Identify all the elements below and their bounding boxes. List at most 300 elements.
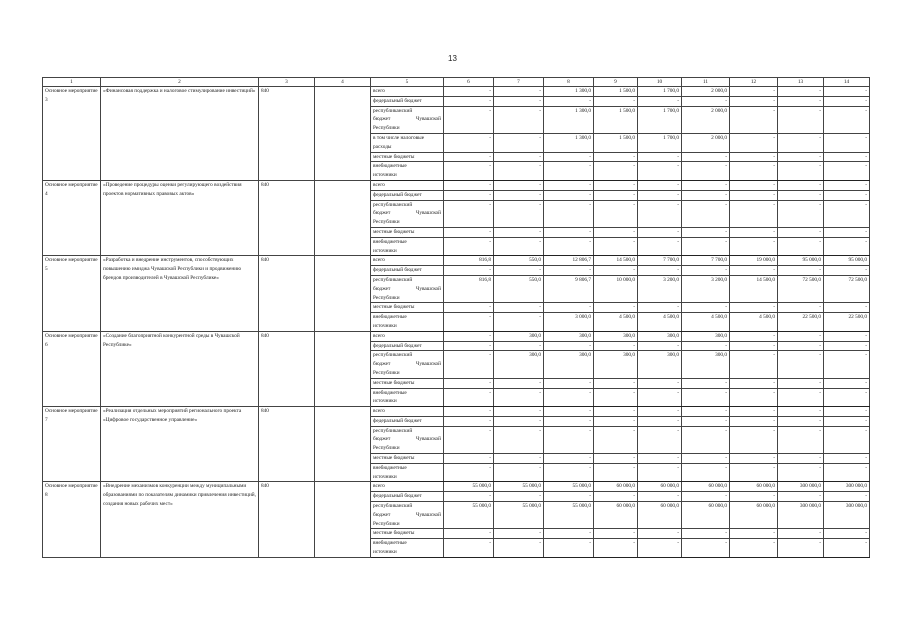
funding-source: [371, 407, 444, 417]
value-cell: -: [730, 190, 778, 200]
value-cell: -: [824, 388, 870, 407]
value-cell: -: [444, 266, 494, 276]
value-cell: -: [824, 162, 870, 181]
value-cell: -: [730, 492, 778, 502]
value-cell: 300,0: [494, 351, 544, 378]
funding-source: [371, 190, 444, 200]
empty-cell: [315, 407, 371, 482]
value-cell: -: [824, 152, 870, 162]
value-cell: 300,0: [682, 331, 730, 341]
value-cell: -: [444, 529, 494, 539]
value-cell: -: [444, 416, 494, 426]
funding-source-line: всего: [373, 408, 385, 415]
value-cell: -: [544, 227, 594, 237]
value-cell: -: [444, 388, 494, 407]
value-cell: 816,8: [444, 275, 494, 302]
value-cell: 300 000,0: [824, 482, 870, 492]
header-cell: 12: [730, 78, 778, 87]
value-cell: 550,0: [494, 275, 544, 302]
funding-source: [371, 454, 444, 464]
value-cell: -: [638, 96, 682, 106]
value-cell: -: [778, 454, 824, 464]
value-cell: -: [682, 426, 730, 453]
value-cell: -: [824, 416, 870, 426]
funding-source: [371, 331, 444, 341]
budget-table: [42, 77, 870, 558]
value-cell: 60 000,0: [730, 482, 778, 492]
funding-source-line: республиканский: [373, 107, 413, 114]
value-cell: -: [544, 529, 594, 539]
value-cell: 300,0: [494, 331, 544, 341]
value-cell: 60 000,0: [594, 502, 638, 529]
measure-code: 840: [259, 482, 315, 557]
funding-source-line: местные бюджеты: [373, 228, 415, 235]
value-cell: -: [638, 266, 682, 276]
source-word: Чувашской: [415, 285, 441, 292]
value-cell: -: [594, 237, 638, 256]
funding-source-line: [373, 115, 441, 124]
funding-source: [371, 313, 444, 332]
funding-source-line: источники: [373, 549, 397, 556]
value-cell: -: [682, 378, 730, 388]
funding-source-line: источники: [373, 473, 397, 480]
value-cell: -: [638, 454, 682, 464]
value-cell: 1 300,0: [544, 87, 594, 97]
value-cell: -: [594, 539, 638, 558]
funding-source: [371, 266, 444, 276]
value-cell: -: [638, 529, 682, 539]
value-cell: -: [682, 388, 730, 407]
header-cell: 2: [101, 78, 259, 87]
value-cell: -: [544, 341, 594, 351]
funding-source: [371, 275, 444, 302]
value-cell: 72 500,0: [824, 275, 870, 302]
value-cell: -: [824, 133, 870, 152]
value-cell: -: [544, 388, 594, 407]
funding-source-line: внебюджетные: [373, 238, 407, 245]
empty-cell: [315, 331, 371, 406]
funding-source-line: Республики: [373, 520, 400, 527]
funding-source: [371, 96, 444, 106]
table-row: [43, 180, 870, 190]
measure-title: «Разработка и внедрение инструментов, способствующих повышению имиджа Чувашской Республики и продвижению брендов производителей в Чувашской Республике»: [101, 256, 259, 331]
funding-source-line: Республики: [373, 294, 400, 301]
funding-source-line: федеральный бюджет: [373, 267, 422, 274]
value-cell: -: [444, 303, 494, 313]
measure-title: «Создание благоприятной конкурентной среды в Чувашской Республике»: [101, 331, 259, 406]
funding-source: [371, 133, 444, 152]
header-row: [43, 78, 870, 87]
funding-source: [371, 492, 444, 502]
table-row: [43, 256, 870, 266]
table-row: [43, 87, 870, 97]
measure-title: «Проведение процедуры оценки регулирующего воздействия проектов нормативных правовых актов»: [101, 180, 259, 255]
value-cell: -: [444, 492, 494, 502]
value-cell: -: [444, 133, 494, 152]
value-cell: 22 500,0: [778, 313, 824, 332]
funding-source-line: Республики: [373, 369, 400, 376]
value-cell: -: [824, 492, 870, 502]
value-cell: 300,0: [638, 351, 682, 378]
funding-source: [371, 351, 444, 378]
value-cell: -: [778, 152, 824, 162]
funding-source-line: расходы: [373, 143, 392, 150]
measure-code: 840: [259, 256, 315, 331]
value-cell: -: [730, 237, 778, 256]
funding-source-line: Республики: [373, 219, 400, 226]
header-cell: 8: [544, 78, 594, 87]
header-cell: 9: [594, 78, 638, 87]
value-cell: -: [494, 378, 544, 388]
value-cell: -: [778, 416, 824, 426]
value-cell: -: [730, 463, 778, 482]
measure-code: 840: [259, 180, 315, 255]
funding-source: [371, 341, 444, 351]
value-cell: -: [494, 341, 544, 351]
value-cell: -: [730, 180, 778, 190]
value-cell: -: [544, 454, 594, 464]
source-word: бюджет: [373, 116, 391, 123]
header-cell: 5: [371, 78, 444, 87]
value-cell: 60 000,0: [682, 502, 730, 529]
value-cell: 4 500,0: [730, 313, 778, 332]
header-cell: 10: [638, 78, 682, 87]
value-cell: -: [638, 200, 682, 227]
value-cell: -: [594, 426, 638, 453]
value-cell: -: [778, 303, 824, 313]
value-cell: -: [638, 227, 682, 237]
value-cell: 300,0: [544, 331, 594, 341]
value-cell: -: [444, 162, 494, 181]
value-cell: 60 000,0: [594, 482, 638, 492]
value-cell: -: [594, 162, 638, 181]
value-cell: 300,0: [594, 331, 638, 341]
value-cell: -: [594, 529, 638, 539]
value-cell: -: [778, 162, 824, 181]
value-cell: -: [444, 200, 494, 227]
value-cell: -: [778, 96, 824, 106]
value-cell: -: [682, 416, 730, 426]
value-cell: -: [638, 162, 682, 181]
value-cell: 55 000,0: [494, 482, 544, 492]
value-cell: -: [544, 180, 594, 190]
funding-source-line: республиканский: [373, 276, 413, 283]
funding-source-line: местные бюджеты: [373, 304, 415, 311]
value-cell: 1 300,0: [544, 133, 594, 152]
value-cell: -: [730, 133, 778, 152]
table-row: [43, 482, 870, 492]
value-cell: -: [594, 407, 638, 417]
value-cell: -: [730, 539, 778, 558]
value-cell: -: [594, 463, 638, 482]
funding-source-line: республиканский: [373, 503, 413, 510]
value-cell: 3 000,0: [544, 313, 594, 332]
source-word: Чувашской: [415, 361, 441, 368]
value-cell: -: [494, 200, 544, 227]
value-cell: -: [730, 200, 778, 227]
value-cell: -: [444, 96, 494, 106]
value-cell: -: [494, 454, 544, 464]
value-cell: -: [778, 180, 824, 190]
value-cell: -: [682, 341, 730, 351]
value-cell: 22 500,0: [824, 313, 870, 332]
value-cell: -: [444, 190, 494, 200]
value-cell: 300,0: [594, 351, 638, 378]
value-cell: -: [444, 87, 494, 97]
value-cell: -: [444, 227, 494, 237]
funding-source-line: в том числе налоговые: [373, 134, 425, 141]
value-cell: -: [444, 237, 494, 256]
value-cell: 95 000,0: [778, 256, 824, 266]
funding-source-line: республиканский: [373, 201, 413, 208]
funding-source-line: всего: [373, 332, 385, 339]
funding-source: [371, 416, 444, 426]
value-cell: -: [824, 106, 870, 133]
empty-cell: [315, 180, 371, 255]
value-cell: -: [494, 416, 544, 426]
value-cell: -: [730, 162, 778, 181]
funding-source: [371, 388, 444, 407]
value-cell: 300 000,0: [824, 502, 870, 529]
header-cell: 4: [315, 78, 371, 87]
value-cell: -: [494, 87, 544, 97]
funding-source-line: всего: [373, 483, 385, 490]
funding-source-line: [373, 435, 441, 444]
value-cell: -: [594, 303, 638, 313]
value-cell: -: [778, 266, 824, 276]
funding-source-line: внебюджетные: [373, 314, 407, 321]
measure-label: Основное мероприятие 8: [43, 482, 101, 557]
value-cell: -: [544, 152, 594, 162]
funding-source-line: местные бюджеты: [373, 153, 415, 160]
value-cell: -: [494, 407, 544, 417]
value-cell: -: [824, 266, 870, 276]
value-cell: -: [544, 539, 594, 558]
header-cell: 14: [824, 78, 870, 87]
value-cell: -: [444, 313, 494, 332]
value-cell: -: [638, 303, 682, 313]
value-cell: -: [638, 152, 682, 162]
value-cell: -: [638, 492, 682, 502]
value-cell: -: [638, 388, 682, 407]
value-cell: -: [730, 454, 778, 464]
source-word: Чувашской: [415, 511, 441, 518]
measure-label: Основное мероприятие 3: [43, 87, 101, 181]
value-cell: 72 500,0: [778, 275, 824, 302]
value-cell: -: [824, 227, 870, 237]
table-row: [43, 331, 870, 341]
funding-source-line: Республики: [373, 445, 400, 452]
value-cell: -: [778, 351, 824, 378]
funding-source-line: источники: [373, 247, 397, 254]
measure-code: 840: [259, 407, 315, 482]
value-cell: -: [594, 378, 638, 388]
value-cell: -: [638, 416, 682, 426]
value-cell: 19 000,0: [730, 256, 778, 266]
value-cell: -: [544, 303, 594, 313]
value-cell: -: [778, 190, 824, 200]
value-cell: -: [444, 407, 494, 417]
funding-source-line: федеральный бюджет: [373, 342, 422, 349]
value-cell: -: [730, 266, 778, 276]
value-cell: -: [638, 237, 682, 256]
value-cell: 2 000,0: [682, 133, 730, 152]
value-cell: -: [638, 426, 682, 453]
value-cell: -: [778, 407, 824, 417]
value-cell: -: [682, 492, 730, 502]
value-cell: -: [778, 200, 824, 227]
value-cell: -: [494, 237, 544, 256]
source-word: бюджет: [373, 210, 391, 217]
header-cell: 7: [494, 78, 544, 87]
value-cell: -: [544, 463, 594, 482]
value-cell: -: [778, 87, 824, 97]
value-cell: 60 000,0: [638, 502, 682, 529]
funding-source: [371, 87, 444, 97]
value-cell: -: [544, 266, 594, 276]
value-cell: -: [778, 388, 824, 407]
value-cell: 300,0: [638, 331, 682, 341]
value-cell: -: [824, 87, 870, 97]
funding-source-line: федеральный бюджет: [373, 191, 422, 198]
empty-cell: [315, 482, 371, 557]
value-cell: -: [778, 539, 824, 558]
value-cell: 1 500,0: [594, 133, 638, 152]
measure-code: 840: [259, 87, 315, 181]
value-cell: -: [544, 162, 594, 181]
value-cell: -: [594, 416, 638, 426]
value-cell: -: [544, 200, 594, 227]
value-cell: -: [682, 162, 730, 181]
value-cell: -: [494, 162, 544, 181]
value-cell: -: [594, 200, 638, 227]
value-cell: -: [544, 237, 594, 256]
value-cell: -: [494, 106, 544, 133]
funding-source: [371, 162, 444, 181]
value-cell: 55 000,0: [444, 502, 494, 529]
source-word: бюджет: [373, 436, 391, 443]
value-cell: 10 000,0: [594, 275, 638, 302]
table-row: [43, 407, 870, 417]
value-cell: -: [594, 152, 638, 162]
value-cell: -: [824, 351, 870, 378]
value-cell: -: [778, 341, 824, 351]
value-cell: 95 000,0: [824, 256, 870, 266]
funding-source: [371, 482, 444, 492]
value-cell: -: [778, 378, 824, 388]
source-word: Чувашской: [415, 436, 441, 443]
value-cell: -: [682, 190, 730, 200]
value-cell: -: [682, 407, 730, 417]
funding-source-line: [373, 209, 441, 218]
value-cell: 3 200,0: [638, 275, 682, 302]
value-cell: -: [494, 96, 544, 106]
value-cell: -: [594, 180, 638, 190]
funding-source: [371, 200, 444, 227]
value-cell: 4 500,0: [594, 313, 638, 332]
value-cell: -: [638, 378, 682, 388]
value-cell: 1 500,0: [594, 106, 638, 133]
value-cell: -: [778, 331, 824, 341]
value-cell: -: [778, 133, 824, 152]
value-cell: -: [682, 96, 730, 106]
funding-source-line: источники: [373, 322, 397, 329]
funding-source: [371, 463, 444, 482]
value-cell: -: [494, 133, 544, 152]
measure-label: Основное мероприятие 7: [43, 407, 101, 482]
value-cell: -: [444, 341, 494, 351]
header-cell: 13: [778, 78, 824, 87]
value-cell: -: [730, 87, 778, 97]
value-cell: 550,0: [494, 256, 544, 266]
value-cell: -: [594, 454, 638, 464]
funding-source-line: источники: [373, 172, 397, 179]
value-cell: -: [594, 96, 638, 106]
value-cell: -: [824, 237, 870, 256]
value-cell: -: [682, 227, 730, 237]
empty-cell: [315, 256, 371, 331]
value-cell: 7 700,0: [638, 256, 682, 266]
funding-source: [371, 256, 444, 266]
value-cell: -: [730, 351, 778, 378]
value-cell: -: [682, 237, 730, 256]
value-cell: -: [544, 378, 594, 388]
value-cell: -: [778, 492, 824, 502]
value-cell: -: [594, 266, 638, 276]
value-cell: -: [778, 106, 824, 133]
value-cell: -: [824, 200, 870, 227]
value-cell: -: [638, 407, 682, 417]
header-cell: 3: [259, 78, 315, 87]
funding-source-line: всего: [373, 88, 385, 94]
value-cell: -: [494, 266, 544, 276]
source-word: бюджет: [373, 511, 391, 518]
value-cell: -: [494, 180, 544, 190]
value-cell: -: [638, 539, 682, 558]
funding-source-line: внебюджетные: [373, 163, 407, 170]
value-cell: 300 000,0: [778, 482, 824, 492]
value-cell: -: [824, 378, 870, 388]
funding-source: [371, 529, 444, 539]
value-cell: -: [444, 539, 494, 558]
value-cell: -: [824, 539, 870, 558]
funding-source-line: всего: [373, 257, 385, 264]
funding-source-line: источники: [373, 398, 397, 405]
value-cell: -: [824, 529, 870, 539]
value-cell: -: [824, 341, 870, 351]
funding-source-line: местные бюджеты: [373, 530, 415, 537]
value-cell: -: [682, 180, 730, 190]
value-cell: -: [730, 416, 778, 426]
value-cell: -: [494, 190, 544, 200]
measure-title: «Финансовая поддержка и налоговое стимулирование инвестиций»: [101, 87, 259, 181]
value-cell: 55 000,0: [494, 502, 544, 529]
value-cell: -: [544, 96, 594, 106]
value-cell: 55 000,0: [544, 482, 594, 492]
funding-source: [371, 539, 444, 558]
value-cell: -: [824, 331, 870, 341]
value-cell: -: [778, 426, 824, 453]
value-cell: -: [494, 529, 544, 539]
value-cell: -: [778, 237, 824, 256]
measure-label: Основное мероприятие 4: [43, 180, 101, 255]
funding-source: [371, 303, 444, 313]
value-cell: -: [730, 378, 778, 388]
value-cell: -: [544, 407, 594, 417]
funding-source-line: [373, 511, 441, 520]
funding-source-line: республиканский: [373, 427, 413, 434]
funding-source-line: местные бюджеты: [373, 379, 415, 386]
